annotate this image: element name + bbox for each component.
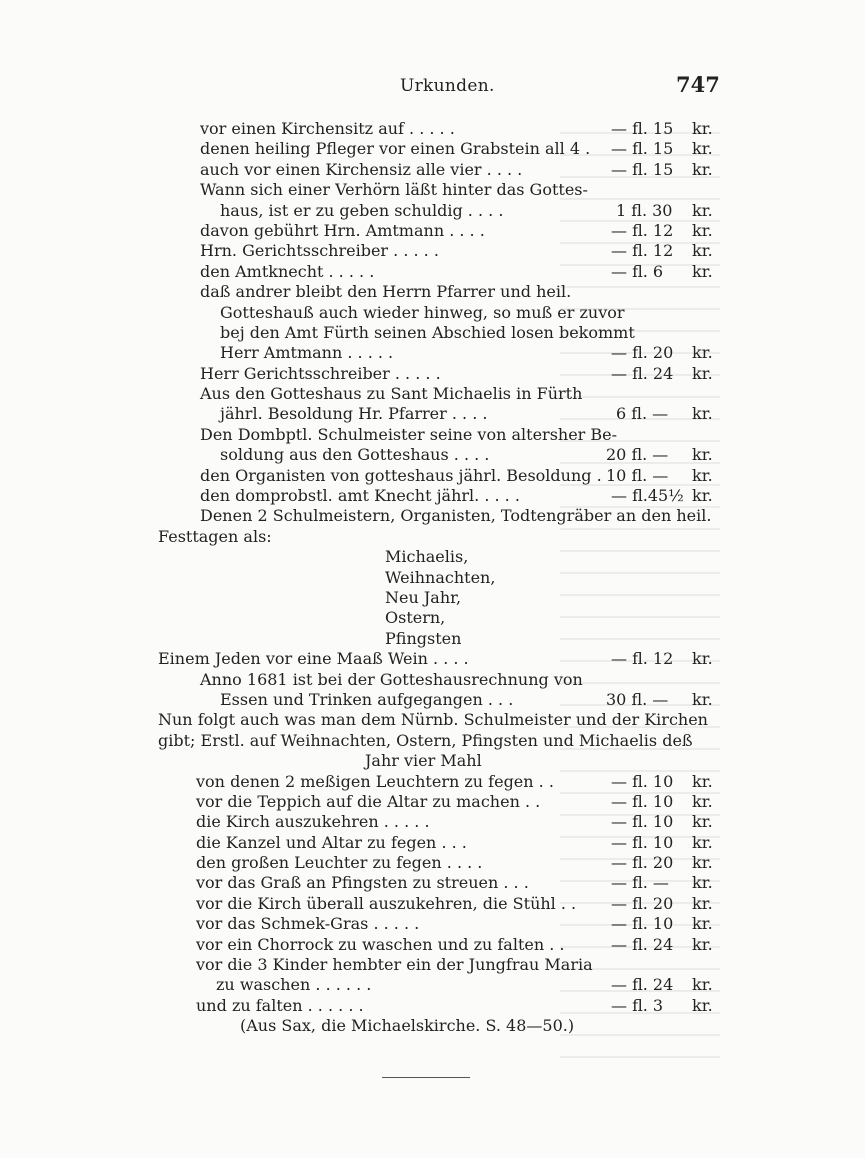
text-line: [0, 670, 865, 690]
line-text: Herr Amtmann . . . . .: [220, 343, 394, 363]
line-unit: kr.: [692, 486, 713, 506]
text-line: [0, 975, 865, 995]
line-amount: — fl. 24: [611, 975, 674, 995]
line-unit: kr.: [692, 363, 713, 383]
line-text: jährl. Besoldung Hr. Pfarrer . . . .: [220, 404, 488, 424]
text-line: [0, 955, 865, 975]
line-text: bej den Amt Fürth seinen Abschied losen bekommt: [220, 322, 635, 342]
text-line: [0, 833, 865, 853]
line-amount: — fl. 20: [611, 853, 674, 873]
line-amount: — fl. 12: [611, 220, 674, 240]
line-amount: — fl. 24: [611, 363, 674, 383]
line-amount: — fl. 10: [611, 791, 674, 811]
line-text: Anno 1681 ist bei der Gotteshausrechnung von: [200, 669, 583, 689]
line-unit: kr.: [692, 975, 713, 995]
line-unit: kr.: [692, 853, 713, 873]
text-line: [0, 568, 865, 588]
line-unit: kr.: [692, 812, 713, 832]
line-unit: kr.: [692, 200, 713, 220]
text-line: [0, 404, 865, 424]
line-unit: kr.: [692, 995, 713, 1015]
line-text: Denen 2 Schulmeistern, Organisten, Todtengräber an den heil.: [200, 506, 712, 526]
text-line: [0, 935, 865, 955]
line-text: Den Dombptl. Schulmeister seine von altersher Be-: [200, 424, 618, 444]
line-amount: — fl. 10: [611, 812, 674, 832]
line-text: Jahr vier Mahl: [365, 751, 482, 771]
line-unit: kr.: [692, 159, 713, 179]
text-line: [0, 792, 865, 812]
text-line: [0, 751, 865, 771]
line-text: Festtagen als:: [158, 526, 272, 546]
text-line: [0, 914, 865, 934]
text-line: [0, 690, 865, 710]
line-text: Ostern,: [385, 608, 446, 628]
line-text: die Kanzel und Altar zu fegen . . .: [196, 832, 467, 852]
line-text: den Amtknecht . . . . .: [200, 261, 375, 281]
running-title: Urkunden.: [400, 76, 495, 96]
text-line: [0, 119, 865, 139]
source-citation: [0, 1016, 865, 1036]
text-line: [0, 873, 865, 893]
line-amount: — fl. 12: [611, 241, 674, 261]
text-line: [0, 853, 865, 873]
line-amount: — fl. 15: [611, 139, 674, 159]
line-unit: kr.: [692, 445, 713, 465]
line-unit: kr.: [692, 893, 713, 913]
line-text: davon gebührt Hrn. Amtmann . . . .: [200, 220, 485, 240]
text-line: [0, 486, 865, 506]
line-unit: kr.: [692, 343, 713, 363]
document-body: [0, 119, 865, 1037]
text-line: [0, 588, 865, 608]
text-line: [0, 710, 865, 730]
line-amount: 1 fl. 30: [616, 200, 673, 220]
line-unit: kr.: [692, 261, 713, 281]
text-line: [0, 996, 865, 1016]
text-line: [0, 180, 865, 200]
footer-rule: [382, 1077, 470, 1078]
line-text: den Organisten von gotteshaus jährl. Besoldung .: [200, 465, 602, 485]
line-amount: — fl. 24: [611, 934, 674, 954]
text-line: [0, 139, 865, 159]
line-unit: kr.: [692, 404, 713, 424]
line-text: den großen Leuchter zu fegen . . . .: [196, 853, 483, 873]
line-amount: 10 fl. —: [606, 465, 669, 485]
text-line: [0, 731, 865, 751]
line-text: Neu Jahr,: [385, 587, 462, 607]
text-line: [0, 323, 865, 343]
line-text: vor das Graß an Pfingsten zu streuen . . .: [196, 873, 529, 893]
text-line: [0, 608, 865, 628]
text-line: [0, 547, 865, 567]
text-line: [0, 241, 865, 261]
line-amount: — fl. —: [611, 873, 669, 893]
text-line: [0, 282, 865, 302]
line-unit: kr.: [692, 873, 713, 893]
line-unit: kr.: [692, 914, 713, 934]
page-number: 747: [676, 72, 720, 97]
line-text: Nun folgt auch was man dem Nürnb. Schulmeister und der Kirchen: [158, 710, 708, 730]
line-amount: — fl.45½: [611, 486, 684, 506]
line-text: zu waschen . . . . . .: [216, 975, 372, 995]
line-amount: — fl. 10: [611, 771, 674, 791]
line-text: Wann sich einer Verhörn läßt hinter das Gottes-: [200, 180, 588, 200]
line-unit: kr.: [692, 465, 713, 485]
line-unit: kr.: [692, 220, 713, 240]
line-text: Michaelis,: [385, 547, 469, 567]
text-line: [0, 466, 865, 486]
text-line: [0, 629, 865, 649]
text-line: [0, 772, 865, 792]
line-unit: kr.: [692, 832, 713, 852]
line-unit: kr.: [692, 139, 713, 159]
line-text: von denen 2 meßigen Leuchtern zu fegen . .: [196, 771, 554, 791]
line-text: denen heiling Pfleger vor einen Grabstein all 4 .: [200, 139, 591, 159]
line-text: Pfingsten: [385, 628, 462, 648]
line-unit: kr.: [692, 689, 713, 709]
line-text: vor die 3 Kinder hembter ein der Jungfrau Maria: [196, 955, 593, 975]
line-text: vor das Schmek-Gras . . . . .: [196, 914, 420, 934]
line-text: den domprobstl. amt Knecht jährl. . . . .: [200, 486, 520, 506]
line-text: Aus den Gotteshaus zu Sant Michaelis in Fürth: [200, 384, 583, 404]
text-line: [0, 894, 865, 914]
line-amount: 6 fl. —: [616, 404, 669, 424]
line-text: Essen und Trinken aufgegangen . . .: [220, 689, 514, 709]
line-amount: 30 fl. —: [606, 689, 669, 709]
line-unit: kr.: [692, 791, 713, 811]
line-text: soldung aus den Gotteshaus . . . .: [220, 445, 490, 465]
text-line: [0, 201, 865, 221]
line-text: Hrn. Gerichtsschreiber . . . . .: [200, 241, 439, 261]
text-line: [0, 425, 865, 445]
line-amount: — fl. 20: [611, 343, 674, 363]
line-text: auch vor einen Kirchensiz alle vier . . . .: [200, 159, 523, 179]
text-line: [0, 262, 865, 282]
line-text: Herr Gerichtsschreiber . . . . .: [200, 363, 441, 383]
line-text: Weihnachten,: [385, 567, 496, 587]
text-line: [0, 384, 865, 404]
line-text: vor die Kirch überall auszukehren, die Stühl . .: [196, 893, 577, 913]
line-unit: kr.: [692, 771, 713, 791]
citation-text: (Aus Sax, die Michaelskirche. S. 48—50.): [240, 1016, 575, 1036]
line-text: daß andrer bleibt den Herrn Pfarrer und heil.: [200, 282, 572, 302]
line-unit: kr.: [692, 241, 713, 261]
line-amount: — fl. 3: [611, 995, 664, 1015]
line-text: Einem Jeden vor eine Maaß Wein . . . .: [158, 649, 469, 669]
line-text: Gotteshauß auch wieder hinweg, so muß er zuvor: [220, 302, 625, 322]
line-text: gibt; Erstl. auf Weihnachten, Ostern, Pfingsten und Michaelis deß: [158, 730, 693, 750]
line-amount: — fl. 12: [611, 649, 674, 669]
text-line: [0, 343, 865, 363]
text-line: [0, 812, 865, 832]
line-text: haus, ist er zu geben schuldig . . . .: [220, 200, 504, 220]
page-header: [0, 72, 865, 102]
text-line: [0, 506, 865, 526]
line-amount: 20 fl. —: [606, 445, 669, 465]
line-amount: — fl. 15: [611, 159, 674, 179]
text-line: [0, 303, 865, 323]
text-line: [0, 649, 865, 669]
line-amount: — fl. 10: [611, 914, 674, 934]
line-amount: — fl. 6: [611, 261, 664, 281]
line-unit: kr.: [692, 934, 713, 954]
text-line: [0, 445, 865, 465]
line-amount: — fl. 20: [611, 893, 674, 913]
line-text: vor die Teppich auf die Altar zu machen . .: [196, 791, 541, 811]
text-line: [0, 221, 865, 241]
line-unit: kr.: [692, 119, 713, 138]
text-line: [0, 160, 865, 180]
line-text: vor einen Kirchensitz auf . . . . .: [200, 119, 455, 138]
text-line: [0, 527, 865, 547]
line-text: vor ein Chorrock zu waschen und zu falten . .: [196, 934, 565, 954]
line-text: und zu falten . . . . . .: [196, 995, 364, 1015]
line-amount: — fl. 10: [611, 832, 674, 852]
text-line: [0, 364, 865, 384]
line-amount: — fl. 15: [611, 119, 674, 138]
line-text: die Kirch auszukehren . . . . .: [196, 812, 430, 832]
line-unit: kr.: [692, 649, 713, 669]
